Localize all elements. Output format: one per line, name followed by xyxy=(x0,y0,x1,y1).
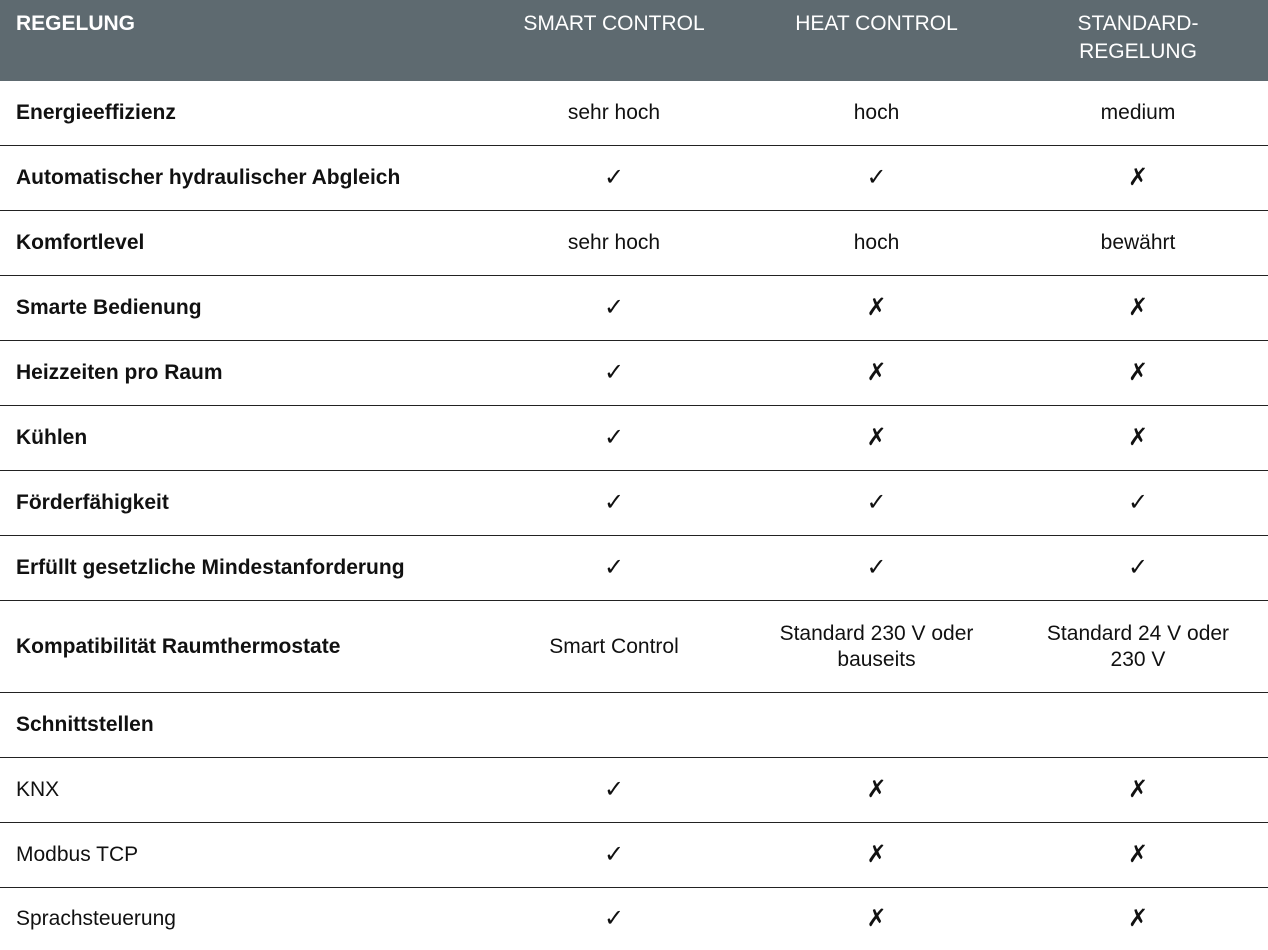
cross-icon: ✗ xyxy=(1008,823,1268,888)
header-heat-control: HEAT CONTROL xyxy=(745,0,1008,81)
check-icon: ✓ xyxy=(483,536,745,601)
section-label-schnittstellen: Schnittstellen xyxy=(0,693,483,758)
row-value-smart: sehr hoch xyxy=(483,81,745,146)
row-value-heat xyxy=(745,601,1008,693)
row-value-standard: bewährt xyxy=(1008,211,1268,276)
check-icon: ✓ xyxy=(483,146,745,211)
check-icon: ✓ xyxy=(603,905,625,932)
check-icon: ✓ xyxy=(483,276,745,341)
check-icon: ✓ xyxy=(1008,536,1268,601)
row-label-raumthermostate: Kompatibilität Raumthermostate xyxy=(0,601,483,693)
cross-icon: ✗ xyxy=(1008,406,1268,471)
cross-icon: ✗ xyxy=(745,276,1008,341)
empty-cell xyxy=(745,693,1008,758)
cross-icon: ✗ xyxy=(745,758,1008,823)
cross-icon: ✗ xyxy=(1008,341,1268,406)
cross-icon: ✗ xyxy=(1008,276,1268,341)
row-value-smart: sehr hoch xyxy=(483,211,745,276)
cross-icon: ✗ xyxy=(1008,146,1268,211)
row-label-energieeffizienz: Energieeffizienz xyxy=(0,81,483,146)
header-standard-line2: REGELUNG xyxy=(1079,40,1197,63)
row-value-heat-line2: bauseits xyxy=(837,647,916,671)
row-value-heat: hoch xyxy=(745,81,1008,146)
row-value-smart: Smart Control xyxy=(483,601,745,693)
row-label-mindestanforderung: Erfüllt gesetzliche Mindestanforderung xyxy=(0,536,483,601)
cross-icon: ✗ xyxy=(745,341,1008,406)
cross-icon: ✗ xyxy=(745,406,1008,471)
check-icon: ✓ xyxy=(745,536,1008,601)
row-label-komfortlevel: Komfortlevel xyxy=(0,211,483,276)
header-regelung: REGELUNG xyxy=(0,0,483,81)
row-label-sprachsteuerung: Sprachsteuerung xyxy=(16,907,176,930)
row-label-modbus-tcp: Modbus TCP xyxy=(0,823,483,888)
check-icon: ✓ xyxy=(483,823,745,888)
row-value-heat-line1: Standard 230 V oder xyxy=(779,621,974,645)
row-label-kuehlen: Kühlen xyxy=(0,406,483,471)
row-label-knx: KNX xyxy=(0,758,483,823)
check-icon: ✓ xyxy=(483,406,745,471)
empty-cell xyxy=(483,693,745,758)
empty-cell xyxy=(1008,693,1268,758)
header-smart-control: SMART CONTROL xyxy=(483,0,745,81)
cross-icon: ✗ xyxy=(1127,905,1149,932)
row-label-foerderfaehigkeit: Förderfähigkeit xyxy=(0,471,483,536)
header-standard-regelung xyxy=(1008,0,1268,81)
row-value-standard xyxy=(1008,601,1268,693)
check-icon: ✓ xyxy=(483,758,745,823)
row-value-standard-line2: 230 V xyxy=(1110,647,1166,671)
check-icon: ✓ xyxy=(483,471,745,536)
check-icon: ✓ xyxy=(483,341,745,406)
row-value-heat: hoch xyxy=(745,211,1008,276)
check-icon: ✓ xyxy=(745,146,1008,211)
row-value-standard-line1: Standard 24 V oder xyxy=(1046,621,1230,645)
row-label-hydraulischer-abgleich: Automatischer hydraulischer Abgleich xyxy=(0,146,483,211)
cross-icon: ✗ xyxy=(745,823,1008,888)
row-label-heizzeiten: Heizzeiten pro Raum xyxy=(0,341,483,406)
cross-icon: ✗ xyxy=(866,905,887,932)
row-label-smarte-bedienung: Smarte Bedienung xyxy=(0,276,483,341)
check-icon: ✓ xyxy=(745,471,1008,536)
check-icon: ✓ xyxy=(1008,471,1268,536)
row-value-standard: medium xyxy=(1008,81,1268,146)
header-standard-line1: STANDARD- xyxy=(1077,12,1199,35)
cross-icon: ✗ xyxy=(1008,758,1268,823)
